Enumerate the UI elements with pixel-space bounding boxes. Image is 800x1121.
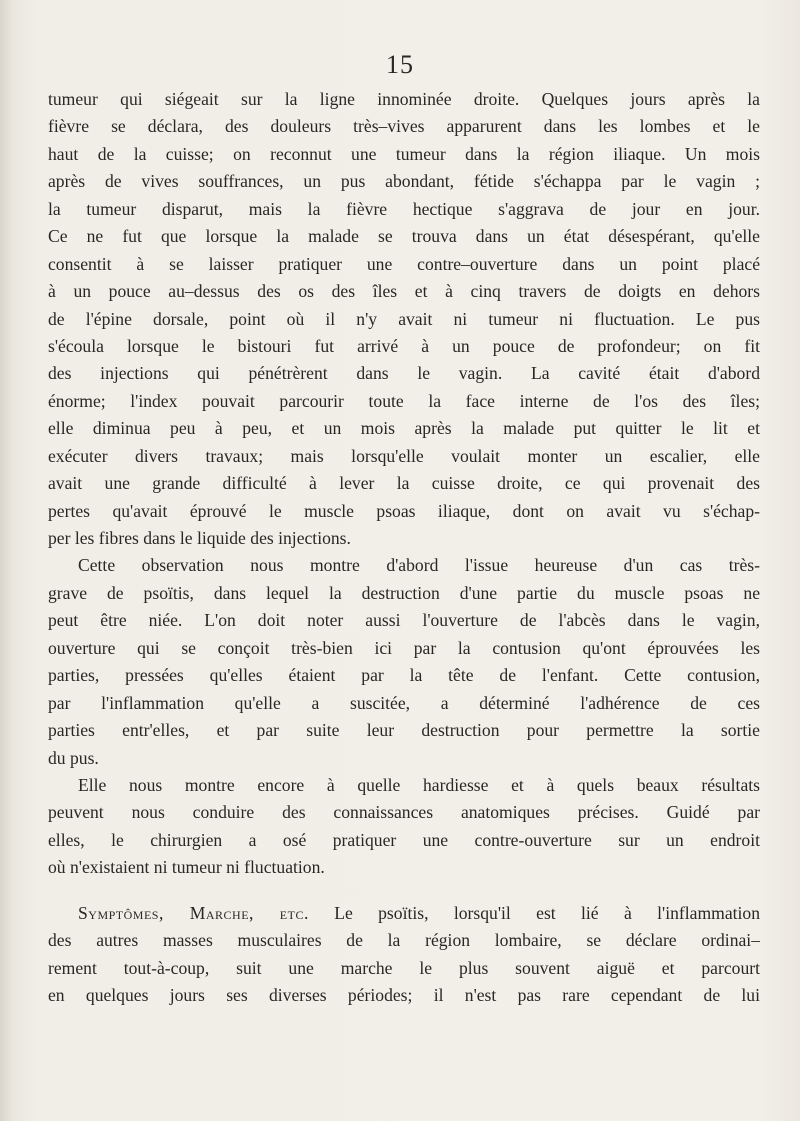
text-line: la tumeur disparut, mais la fièvre hectique s'aggrava de jour en jour. [48, 198, 760, 219]
paragraph-3 [48, 772, 760, 882]
text-line: du pus. [48, 747, 99, 768]
text-line: à un pouce au–dessus des os des îles et à cinq travers de doigts en dehors [48, 281, 760, 302]
text-line: après de vives souffrances, un pus abondant, fétide s'échappa par le vagin ; [48, 171, 760, 192]
text-line [48, 900, 760, 927]
text-line: peuvent nous conduire des connaissances anatomiques précises. Guidé par [48, 802, 760, 823]
text-line: avait une grande difficulté à lever la cuisse droite, ce qui provenait des [48, 473, 760, 494]
body-text [48, 86, 760, 1009]
text-line: Elle nous montre encore à quelle hardiesse et à quels beaux résultats [78, 774, 760, 795]
text-line: de l'épine dorsale, point où il n'y avait ni tumeur ni fluctuation. Le pus [48, 308, 760, 329]
text-line: haut de la cuisse; on reconnut une tumeur dans la région iliaque. Un mois [48, 143, 760, 164]
text-line: fièvre se déclara, des douleurs très–vives apparurent dans les lombes et le [48, 116, 760, 137]
text-line: où n'existaient ni tumeur ni fluctuation. [48, 857, 325, 878]
text-line: des autres masses musculaires de la région lombaire, se déclare ordinai– [48, 930, 760, 951]
text-line: exécuter divers travaux; mais lorsqu'elle voulait monter un escalier, elle [48, 445, 760, 466]
text-line: ouverture qui se conçoit très-bien ici par la contusion qu'ont éprouvées les [48, 637, 760, 658]
text-line: tumeur qui siégeait sur la ligne innominée droite. Quelques jours après la [48, 89, 760, 109]
paragraph-1 [48, 86, 760, 552]
text-line: grave de psoïtis, dans lequel la destruction d'une partie du muscle psoas ne [48, 582, 760, 603]
text-line: peut être niée. L'on doit noter aussi l'ouverture de l'abcès dans le vagin, [48, 610, 760, 631]
paragraph-4 [48, 900, 760, 1010]
text-line: elles, le chirurgien a osé pratiquer une contre-ouverture sur un endroit [48, 829, 760, 850]
text-line: Ce ne fut que lorsque la malade se trouva dans un état désespérant, qu'elle [48, 226, 760, 247]
text-line: parties, pressées qu'elles étaient par la tête de l'enfant. Cette contusion, [48, 665, 760, 686]
text-line: parties entr'elles, et par suite leur destruction pour permettre la sortie [48, 720, 760, 741]
page-number: 15 [386, 50, 414, 79]
text-line: per les fibres dans le liquide des injections. [48, 528, 351, 548]
section-heading: Symptômes, Marche, etc. [78, 902, 309, 923]
heading-line-text: Le psoïtis, lorsqu'il est lié à l'inflammation [334, 902, 760, 923]
text-line: elle diminua peu à peu, et un mois après la malade put quitter le lit et [48, 418, 760, 439]
section-gap [48, 882, 760, 900]
text-line: des injections qui pénétrèrent dans le vagin. La cavité était d'abord [48, 363, 760, 384]
text-line: par l'inflammation qu'elle a suscitée, a déterminé l'adhérence de ces [48, 692, 760, 713]
text-line: s'écoula lorsque le bistouri fut arrivé à un pouce de profondeur; on fit [48, 335, 760, 356]
paragraph-2 [48, 552, 760, 772]
text-line: consentit à se laisser pratiquer une contre–ouverture dans un point placé [48, 253, 760, 274]
text-line: énorme; l'index pouvait parcourir toute la face interne de l'os des îles; [48, 390, 760, 411]
text-line: rement tout-à-coup, suit une marche le plus souvent aiguë et parcourt [48, 957, 760, 978]
text-line: en quelques jours ses diverses périodes; il n'est pas rare cependant de lui [48, 985, 760, 1005]
text-line: Cette observation nous montre d'abord l'issue heureuse d'un cas très- [78, 555, 760, 576]
text-line: pertes qu'avait éprouvé le muscle psoas iliaque, dont on avait vu s'échap- [48, 500, 760, 521]
